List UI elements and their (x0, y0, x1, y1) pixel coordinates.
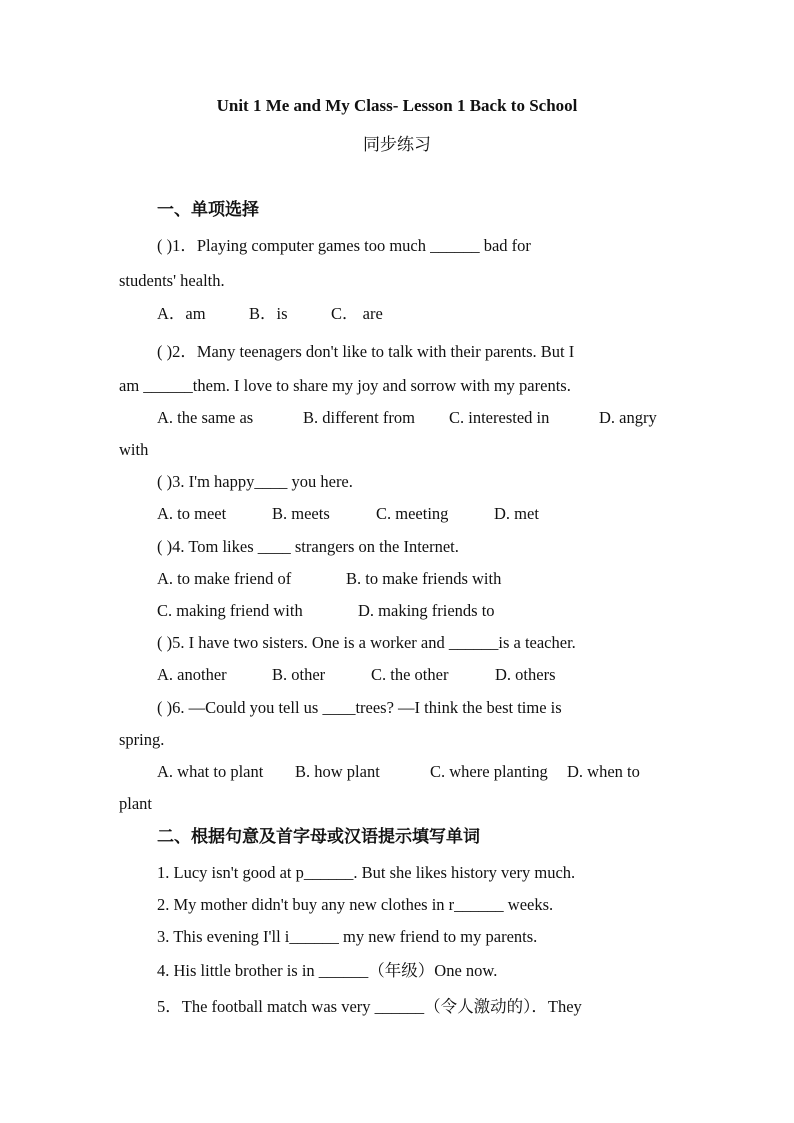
question-6-option-c: C. where planting (430, 762, 548, 781)
fill-item-1: 1. Lucy isn't good at p______. But she likes history very much. (157, 863, 576, 882)
question-1-option-a: A．am (157, 304, 206, 323)
question-4-option-c: C. making friend with (157, 601, 303, 620)
section-heading-multiple-choice: 一、单项选择 (157, 200, 259, 219)
document-subtitle: 同步练习 (363, 135, 431, 154)
question-2-line-4: with (119, 440, 149, 459)
question-3-option-d: D. met (494, 504, 539, 523)
question-5-option-c: C. the other (371, 665, 449, 684)
question-4-line-1: ( )4. Tom likes ____ strangers on the Internet. (157, 537, 459, 556)
question-6-line-1: ( )6. —Could you tell us ____trees? —I think the best time is (157, 698, 562, 717)
fill-item-5: 5．The football match was very ______（令人激动的）．They (157, 997, 582, 1016)
question-4-option-a: A. to make friend of (157, 569, 292, 588)
fill-item-2: 2. My mother didn't buy any new clothes in r______ weeks. (157, 895, 554, 914)
question-2-option-a: A. the same as (157, 408, 254, 427)
question-2-line-2: am ______them. I love to share my joy and sorrow with my parents. (119, 376, 571, 395)
question-2-option-b: B. different from (303, 408, 415, 427)
question-3-option-c: C. meeting (376, 504, 449, 523)
question-3-option-b: B. meets (272, 504, 330, 523)
question-1-line-1: ( )1．Playing computer games too much ______ bad for (157, 236, 531, 255)
question-3-line-1: ( )3. I'm happy____ you here. (157, 472, 353, 491)
question-4-option-d: D. making friends to (358, 601, 495, 620)
question-6-option-a: A. what to plant (157, 762, 264, 781)
question-6-option-d: D. when to (567, 762, 640, 781)
question-4-option-b: B. to make friends with (346, 569, 502, 588)
document-title: Unit 1 Me and My Class- Lesson 1 Back to School (216, 96, 578, 115)
section-heading-fill-in-words: 二、根据句意及首字母或汉语提示填写单词 (157, 827, 480, 846)
question-5-option-a: A. another (157, 665, 227, 684)
question-1-option-b: B．is (249, 304, 288, 323)
question-1-line-2: students' health. (119, 271, 225, 290)
question-5-option-b: B. other (272, 665, 326, 684)
question-2-option-d: D. angry (599, 408, 657, 427)
fill-item-4: 4. His little brother is in ______（年级）One now. (157, 961, 498, 980)
question-1-option-c: C． are (331, 304, 383, 323)
fill-item-3: 3. This evening I'll i______ my new friend to my parents. (157, 927, 538, 946)
question-6-line-4: plant (119, 794, 152, 813)
question-5-option-d: D. others (495, 665, 556, 684)
question-3-option-a: A. to meet (157, 504, 227, 523)
question-2-line-1: ( )2．Many teenagers don't like to talk with their parents. But I (157, 342, 575, 361)
question-5-line-1: ( )5. I have two sisters. One is a worker and ______is a teacher. (157, 633, 576, 652)
question-6-line-2: spring. (119, 730, 165, 749)
question-6-option-b: B. how plant (295, 762, 380, 781)
question-2-option-c: C. interested in (449, 408, 550, 427)
